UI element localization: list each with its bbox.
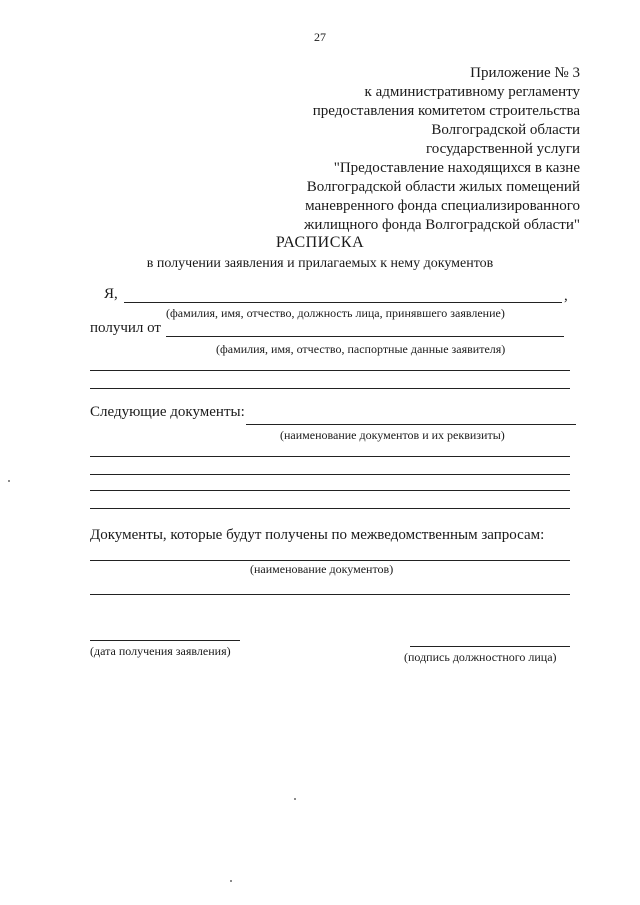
scan-speck (230, 880, 232, 882)
page-number: 27 (314, 30, 326, 44)
documents-line-5[interactable] (90, 508, 570, 509)
receiver-comma: , (564, 288, 568, 304)
documents-line-4[interactable] (90, 490, 570, 491)
receiver-hint: (фамилия, имя, отчество, должность лица, принявшего заявление) (166, 306, 505, 320)
appendix-line: "Предоставление находящихся в казне (333, 160, 580, 176)
applicant-line[interactable] (166, 336, 564, 337)
document-subtitle: в получении заявления и прилагаемых к нему документов (146, 256, 494, 271)
documents-label: Следующие документы: (90, 404, 245, 420)
appendix-line: жилищного фонда Волгоградской области" (303, 217, 580, 233)
received-from-label: получил от (90, 320, 161, 336)
documents-hint: (наименование документов и их реквизиты) (280, 428, 505, 442)
applicant-line-2[interactable] (90, 370, 570, 371)
applicant-hint: (фамилия, имя, отчество, паспортные данные заявителя) (216, 342, 506, 356)
scan-speck (8, 480, 10, 482)
interagency-label: Документы, которые будут получены по межведомственным запросам: (90, 527, 545, 543)
documents-line[interactable] (246, 424, 576, 425)
signature-hint: (подпись должностного лица) (404, 650, 557, 664)
appendix-line: Приложение № 3 (470, 65, 580, 81)
applicant-line-3[interactable] (90, 388, 570, 389)
interagency-line[interactable] (90, 560, 570, 561)
scan-speck (294, 798, 296, 800)
appendix-line: предоставления комитетом строительства (312, 103, 580, 119)
document-title: РАСПИСКА (275, 234, 365, 251)
appendix-line: Волгоградской области жилых помещений (306, 179, 580, 195)
signature-line[interactable] (410, 646, 570, 647)
date-hint: (дата получения заявления) (90, 644, 231, 658)
interagency-line-2[interactable] (90, 594, 570, 595)
documents-line-3[interactable] (90, 474, 570, 475)
date-line[interactable] (90, 640, 240, 641)
receiver-name-line[interactable] (124, 302, 562, 303)
appendix-line: государственной услуги (426, 141, 580, 157)
documents-line-2[interactable] (90, 456, 570, 457)
appendix-line: к административному регламенту (364, 84, 580, 100)
i-label: Я, (104, 286, 118, 302)
appendix-header (304, 64, 580, 235)
appendix-line: Волгоградской области (431, 122, 580, 138)
appendix-line: маневренного фонда специализированного (305, 198, 580, 214)
interagency-hint: (наименование документов) (250, 562, 394, 576)
